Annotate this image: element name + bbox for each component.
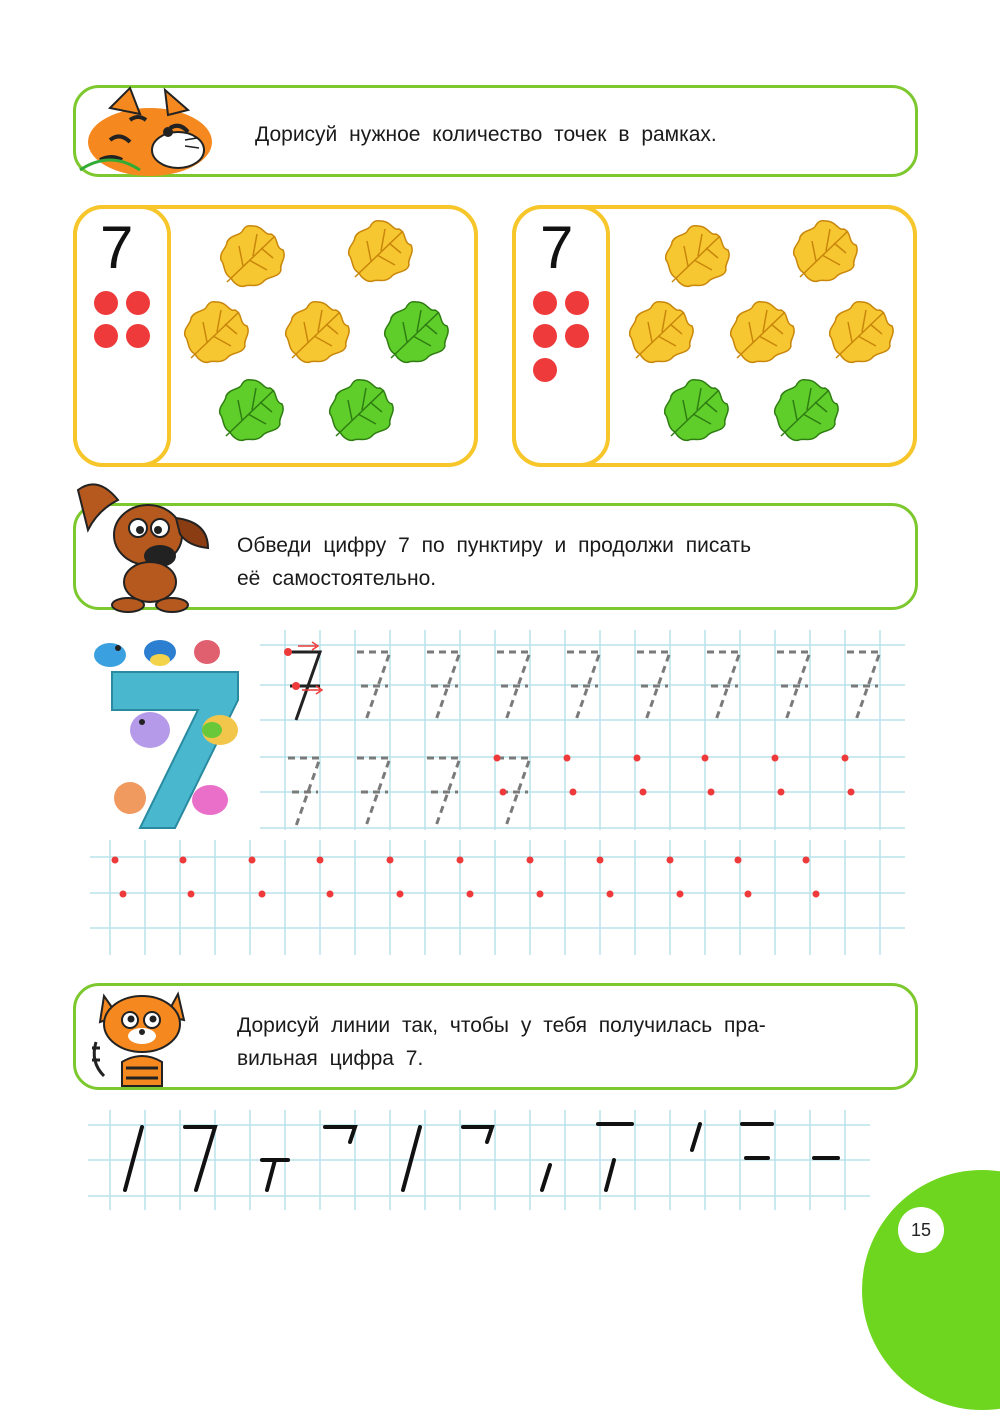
task3-instruction-line1: Дорисуй линии так, чтобы у тебя получилась пра- — [237, 1014, 766, 1037]
sample-start-dots — [284, 648, 300, 690]
card2-leaves — [630, 221, 893, 441]
grid-lines-bottom — [90, 840, 905, 955]
task1-instruction: Дорисуй нужное количество точек в рамках. — [255, 123, 717, 146]
task2-instruction-line2: её самостоятельно. — [237, 567, 437, 590]
cards-art — [0, 0, 1000, 480]
start-dots-row2 — [494, 755, 855, 796]
kitten-icon — [82, 982, 202, 1092]
writing-practice-area — [0, 620, 1000, 965]
puppy-icon — [68, 470, 218, 620]
task3-instruction-line2: вильная цифра 7. — [237, 1047, 424, 1070]
start-dots-row3 — [112, 857, 820, 898]
card2-digit: 7 — [540, 214, 574, 281]
partial-strokes — [125, 1124, 838, 1190]
card1-digit: 7 — [100, 214, 134, 281]
page-number: 15 — [898, 1207, 944, 1253]
card1-dots — [94, 291, 150, 348]
complete-lines-area — [0, 1105, 1000, 1215]
birds-on-seven-icon — [94, 640, 238, 828]
card1-leaves — [185, 221, 448, 441]
task2-instruction-line1: Обведи цифру 7 по пунктиру и продолжи писать — [237, 534, 752, 557]
card2-dots — [533, 291, 589, 382]
dashed-sevens-row1 — [357, 652, 880, 720]
